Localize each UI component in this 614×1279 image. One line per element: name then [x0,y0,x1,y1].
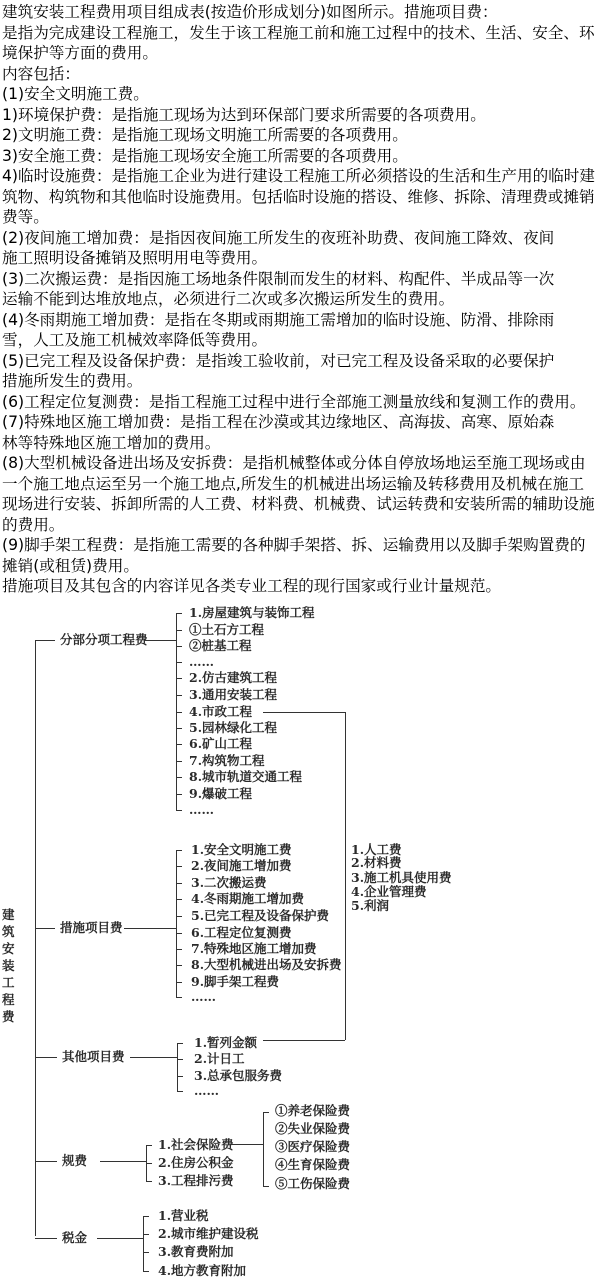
connector-line [176,761,182,762]
text-line: 费等。 [2,208,49,226]
branch-item: 6.矿山工程 [189,736,253,751]
connector-line [176,933,182,934]
text-line: 一个施工地点运至另一个施工地点,所发生的机械进出场运输及转移费用及机械在施工 [2,474,584,493]
branch-item: 2.夜间施工增加费 [191,858,292,873]
branch-item: 9.脚手架工程费 [191,974,280,989]
bracket-line [345,712,346,1040]
branch-label: 其他项目费 [62,1049,125,1064]
connector-line [143,1271,149,1272]
connector-line [263,712,345,713]
branch-item: …… [189,654,214,669]
branch-label: 分部分项工程费 [60,632,148,647]
connector-line [176,810,182,811]
text-line: (9)脚手架工程费：是指施工需要的各种脚手架搭、拆、运输费用以及脚手架购置费的 [2,536,586,554]
social-insurance-item: ⑤工伤保险费 [275,1176,351,1191]
branch-item: 3.二次搬运费 [191,875,267,890]
branch-item: 9.爆破工程 [189,786,253,801]
branch-item: 1.社会保险费 [158,1137,234,1152]
connector-line [35,640,55,641]
connector-line [176,662,182,663]
connector-line [177,1043,183,1044]
connector-line [230,1144,263,1145]
connector-line [176,794,182,795]
branch-label: 措施项目费 [60,920,123,935]
connector-line [176,850,182,851]
root-label-char: 筑 [2,924,15,939]
text-line: 摊销(或租赁)费用。 [2,556,139,575]
branch-item: …… [194,1083,219,1098]
branch-item: 5.园林绿化工程 [189,720,278,735]
connector-line [176,646,182,647]
connector-line [177,1059,183,1060]
connector-line [176,997,182,998]
connector-line [176,712,182,713]
connector-line [97,1238,143,1239]
text-line: 措施项目及其包含的内容详见各类专业工程的现行国家或行业计量规范。 [2,577,502,595]
cost-element-item: 3.施工机具使用费 [351,870,452,885]
branch-item: ①土石方工程 [189,622,265,637]
connector-line [146,1163,152,1164]
text-line: (5)已完工程及设备保护费：是指竣工验收前，对已完工程及设备采取的必要保护 [2,351,555,370]
connector-line [263,1112,269,1113]
connector-line [176,916,182,917]
text-line: 3)安全施工费：是指施工现场安全施工所需要的各项费用。 [2,146,408,165]
text-line: (8)大型机械设备进出场及安拆费：是指机械整体或分体自停放场地运至施工现场或由 [2,454,586,472]
branch-item: 1.安全文明施工费 [191,842,292,857]
branch-item: 2.仿古建筑工程 [189,670,278,685]
text-line: 境保护等方面的费用。 [2,44,158,62]
connector-line [35,1161,57,1162]
text-line: (1)安全文明施工费。 [2,85,149,103]
branch-item: 8.城市轨道交通工程 [189,769,303,784]
connector-line [35,928,55,929]
bracket-line [176,850,177,997]
text-line: 现场进行安装、拆卸所需的人工费、材料费、机械费、试运转费和安装所需的辅助设施 [2,495,595,513]
branch-item: 4.地方教育附加 [158,1263,247,1278]
connector-line [177,1076,183,1077]
branch-item: 2.计日工 [194,1051,245,1066]
branch-item: 4.市政工程 [189,704,253,719]
social-insurance-item: ③医疗保险费 [275,1139,351,1154]
connector-line [176,695,182,696]
branch-item: 8.大型机械进出场及安拆费 [191,957,342,972]
connector-line [176,777,182,778]
branch-item: 3.通用安装工程 [189,687,278,702]
branch-item: …… [191,989,216,1004]
connector-line [176,678,182,679]
branch-item: 3.工程排污费 [158,1173,234,1188]
bracket-line [263,1112,264,1186]
connector-line [176,965,182,966]
connector-line [263,1040,345,1041]
text-line: 雪，人工及施工机械效率降低等费用。 [2,331,268,349]
root-label-char: 装 [2,958,15,973]
root-label-char: 程 [2,992,15,1007]
branch-item: 7.构筑物工程 [189,753,265,768]
text-line: 建筑安装工程费用项目组成表(按造价形成划分)如图所示。措施项目费： [2,3,498,21]
connector-line [176,899,182,900]
connector-line [143,1216,149,1217]
branch-item: 1.暂列金额 [194,1035,258,1050]
text-line: (6)工程定位复测费：是指工程施工过程中进行全部施工测量放线和复测工作的费用。 [2,392,586,411]
text-line: 筑物、构筑物和其他临时设施费用。包括临时设施的搭设、维修、拆除、清理费或摊销 [2,187,595,206]
connector-line [176,949,182,950]
connector-line [176,613,182,614]
social-insurance-item: ④生育保险费 [275,1157,351,1172]
connector-line [130,1057,177,1058]
cost-element-item: 2.材料费 [351,855,402,870]
connector-line [100,1161,146,1162]
social-insurance-item: ①养老保险费 [275,1103,351,1118]
branch-label: 税金 [62,1230,88,1245]
connector-line [143,1234,149,1235]
text-line: 1)环境保护费：是指施工现场为达到环保部门要求所需要的各项费用。 [2,105,486,124]
bracket-line [143,1216,144,1271]
branch-label: 规费 [62,1153,88,1168]
branch-item: 2.住房公积金 [158,1155,234,1170]
branch-item: 3.教育费附加 [158,1244,234,1259]
text-line: (3)二次搬运费：是指因施工场地条件限制而发生的材料、构配件、半成品等一次 [2,269,555,288]
text-line: 是指为完成建设工程施工，发生于该工程施工前和施工过程中的技术、生活、安全、环 [2,23,595,42]
root-label-char: 建 [2,907,15,922]
text-line: 运输不能到达堆放地点，必须进行二次或多次搬运所发生的费用。 [2,290,455,308]
connector-line [35,1238,57,1239]
connector-line [145,640,176,641]
root-label-char: 安 [2,941,15,956]
connector-line [146,1181,152,1182]
cost-element-item: 1.人工费 [351,842,402,857]
connector-line [176,630,182,631]
connector-line [35,1057,57,1058]
branch-item: …… [189,802,214,817]
connector-line [146,1145,152,1146]
connector-line [177,1091,183,1092]
bracket-line [177,1043,178,1091]
text-line: 措施所发生的费用。 [2,372,143,390]
text-line: 2)文明施工费：是指施工现场文明施工所需要的各项费用。 [2,126,408,144]
connector-line [176,883,182,884]
text-line: 4)临时设施费：是指施工企业为进行建设工程施工所必须搭设的生活和生产用的临时建 [2,167,595,185]
connector-line [176,982,182,983]
social-insurance-item: ②失业保险费 [275,1121,351,1136]
text-line: (7)特殊地区施工增加费：是指工程在沙漠或其边缘地区、高海拔、高寒、原始森 [2,413,555,431]
root-label-char: 费 [2,1009,15,1024]
bracket-line [35,640,36,1236]
branch-item: 5.已完工程及设备保护费 [191,908,330,923]
text-line: 林等特殊地区施工增加的费用。 [2,433,221,452]
text-line: 内容包括： [2,64,80,83]
branch-item: ②桩基工程 [189,638,252,653]
cost-element-item: 4.企业管理费 [351,884,427,899]
branch-item: 2.城市维护建设税 [158,1226,259,1241]
connector-line [176,728,182,729]
text-line: 施工照明设备摊销及照明用电等费用。 [2,249,268,267]
text-line: (4)冬雨期施工增加费：是指在冬期或雨期施工需增加的临时设施、防滑、排除雨 [2,310,555,329]
branch-item: 7.特殊地区施工增加费 [191,941,317,956]
cost-element-item: 5.利润 [351,898,390,913]
connector-line [263,1186,269,1187]
root-label-char: 工 [2,975,15,990]
branch-item: 4.冬雨期施工增加费 [191,891,305,906]
text-line: (2)夜间施工增加费：是指因夜间施工所发生的夜班补助费、夜间施工降效、夜间 [2,228,555,247]
connector-line [176,744,182,745]
connector-line [143,1252,149,1253]
connector-line [176,866,182,867]
branch-item: 1.营业税 [158,1208,209,1223]
branch-item: 1.房屋建筑与装饰工程 [189,605,315,620]
connector-line [124,928,176,929]
branch-item: 3.总承包服务费 [194,1068,283,1083]
branch-item: 6.工程定位复测费 [191,925,292,940]
text-line: 的费用。 [2,515,65,534]
